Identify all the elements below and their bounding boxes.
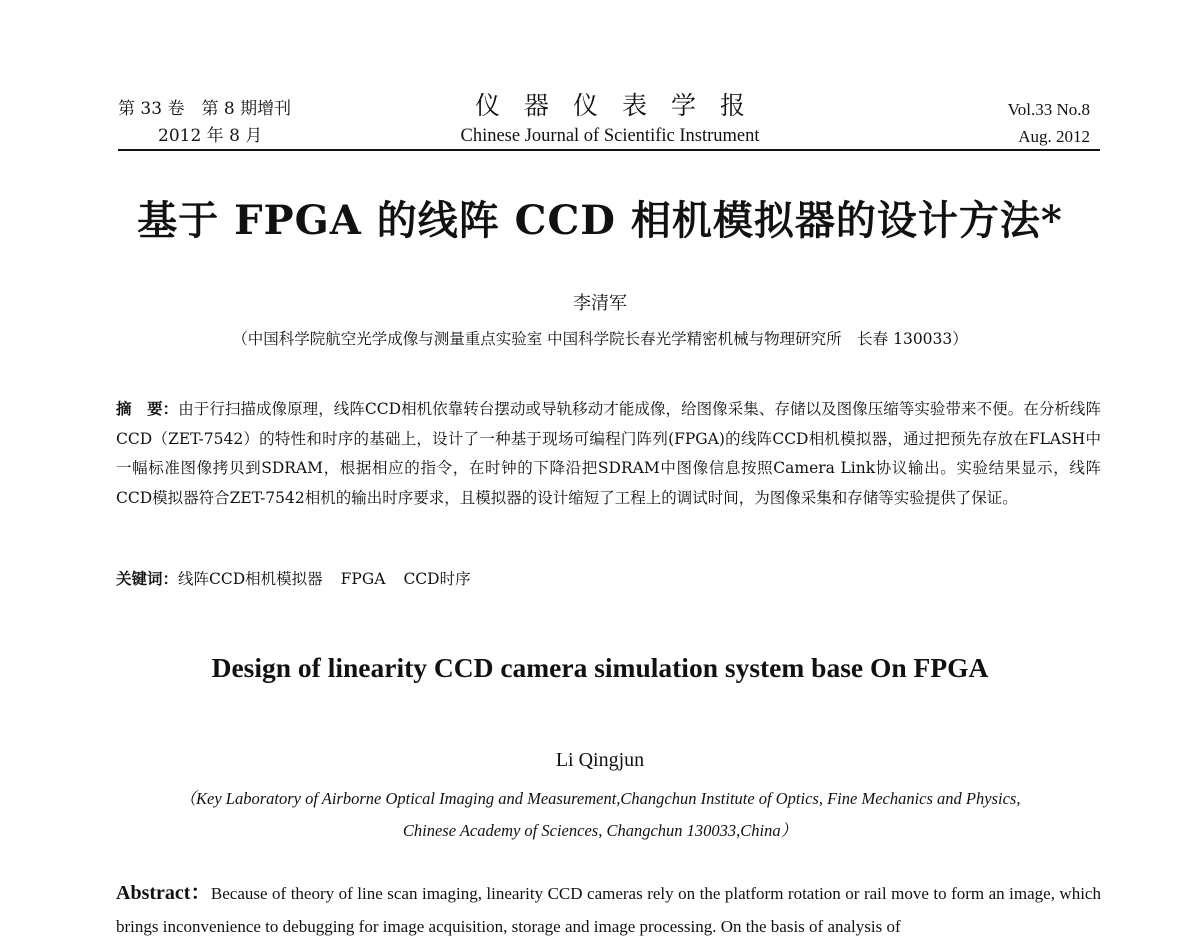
abstract-en-label: Abstract： — [116, 882, 211, 904]
affiliation-en-line1: （Key Laboratory of Airborne Optical Imaging and Measurement,Changchun Institute of Optics, Fine Mechanics and Physics, — [179, 789, 1021, 808]
header-left — [118, 96, 291, 150]
article-title-cn: 基于 FPGA 的线阵 CCD 相机模拟器的设计方法* — [137, 197, 1063, 244]
header-rule — [118, 149, 1100, 151]
abstract-cn-label: 摘 要： — [116, 399, 179, 418]
header-right — [1008, 96, 1090, 150]
affiliation-en-line2: Chinese Academy of Sciences, Changchun 130033,China） — [402, 821, 798, 840]
abstract-cn — [116, 394, 1101, 513]
keyword-item: 线阵CCD相机模拟器 — [178, 570, 323, 588]
keyword-item: CCD时序 — [403, 570, 471, 588]
volume-issue-cn: 第 33 卷 第 8 期增刊 — [118, 99, 292, 119]
author-cn: 李清军 — [573, 293, 627, 314]
volume-issue-en: Vol.33 No.8 — [1007, 100, 1090, 119]
keywords-cn — [116, 566, 1101, 592]
journal-name-cn: 仪器仪表学报 — [474, 91, 769, 120]
journal-name — [400, 90, 820, 148]
journal-name-en: Chinese Journal of Scientific Instrument — [460, 126, 760, 146]
keyword-item: FPGA — [340, 570, 386, 588]
affiliation-en — [80, 783, 1120, 847]
affiliation-cn: （中国科学院航空光学成像与测量重点实验室 中国科学院长春光学精密机械与物理研究所 长春 130033） — [232, 330, 968, 348]
abstract-en-text: Because of theory of line scan imaging, linearity CCD cameras rely on the platform rotation or rail move to form an image, which brings inconvenience to debugging for image acquisition, storage and image processing. On the basis of analysis of — [116, 884, 1101, 936]
date-cn: 2012 年 8 月 — [158, 126, 263, 146]
date-en: Aug. 2012 — [1018, 127, 1090, 146]
author-en: Li Qingjun — [555, 749, 645, 771]
article-title-en: Design of linearity CCD camera simulation system base On FPGA — [211, 652, 989, 683]
keywords-cn-label: 关键词： — [116, 569, 179, 588]
abstract-en — [116, 877, 1101, 943]
abstract-cn-text: 由于行扫描成像原理，线阵CCD相机依靠转台摆动或导轨移动才能成像，给图像采集、存储以及图像压缩等实验带来不便。在分析线阵CCD（ZET-7542）的特性和时序的基础上，设计了一种基于现场可编程门阵列(FPGA)的线阵CCD相机模拟器，通过把预先存放在FLASH中一幅标准图像拷贝到SDRAM，根据相应的指令，在时钟的下降沿把SDRAM中图像信息按照Camera Link协议输出。实验结果显示，线阵CCD模拟器符合ZET-7542相机的输出时序要求，且模拟器的设计缩短了工程上的调试时间，为图像采集和存储等实验提供了保证。 — [116, 400, 1101, 507]
